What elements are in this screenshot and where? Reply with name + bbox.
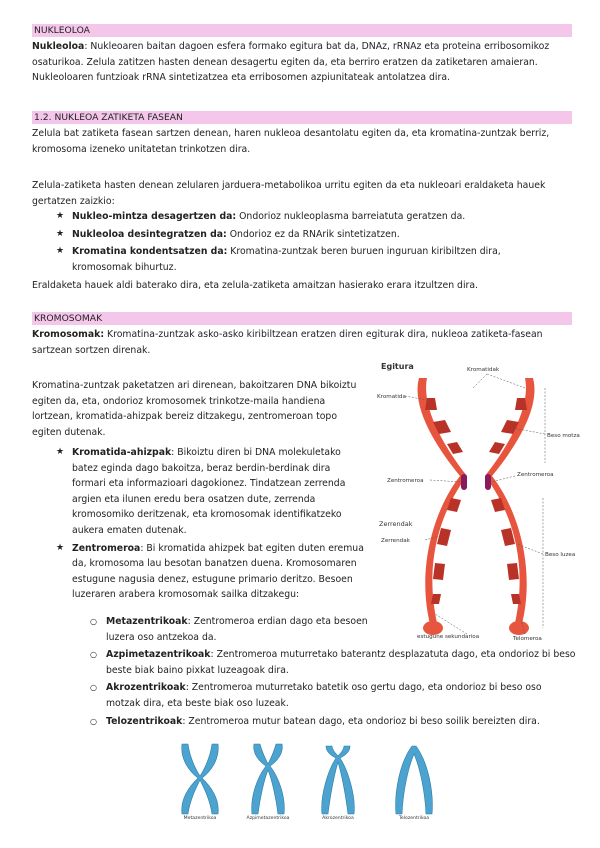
metacentric-chromosome [182,744,219,814]
zatiketa-paragraph-2: Zelula-zatiketa hasten denean zelularen jarduera-metabolikoa urritu egiten da eta nukleoari eraldaketa hauek gertatzen zaizkio: [32,180,546,207]
kromosomak-text: Kromatina-zuntzak asko-asko kiribiltzean eratzen diren egiturak dira, nukleoa zatiketa-fasean sartzean sortzen direnak. [32,329,543,356]
list-item-term: Kromatina kondentsatzen da: [72,246,228,258]
nukleoloa-text: : Nukleoaren baitan dagoen esfera formako egitura bat da, DNAz, rRNAz eta proteina erribosomikoz osaturikoa. Zelula zatitzen hasten denean desagertu egiten da, eta berriro eratzen da zatiketaren amaieran. Nukleoloaren funtzioak rRNA sintetizatzea eta erribosomen azpiunitateak antolatzea dira. [32,41,550,84]
list-item [56,209,556,225]
chromosome-illustration [418,378,535,635]
label-kromatida: Kromatida [377,394,406,400]
zatiketa-paragraph-3: Eraldaketa hauek aldi baterako dira, eta zelula-zatiketa amaitzan hasierako erara itzultzen dira. [32,280,479,291]
kromosoma-parts-list [56,445,366,603]
caption-metazentrikoa: Metazentrikoa [183,816,217,821]
list-item [90,647,576,678]
list-item-term: Zentromeroa [72,542,141,554]
label-zerrendak-b: Zerrendak [381,538,410,544]
acrocentric-chromosome [322,746,355,814]
list-item-text: : Bi kromatida ahizpek bat egiten duten eremua da, kromosoma lau besotan banatzen duena. Kromosomaren estugune nagusia denez, estugune primario deritzo. Besoen luzeraren arabera kromosomak sailka ditzakegu: [72,542,364,601]
chromosome-structure-figure [375,358,580,648]
zatiketa-paragraph-1: Zelula bat zatiketa fasean sartzen denean, haren nukleoa desantolatu egiten da, eta kromatina-zuntzak berriz, kromosoma izeneko unitatetan trinkotzen dira. [32,128,550,155]
list-item-term: Nukleoloa desintegratzen da: [72,228,227,240]
section-header-zatiketa: 1.2. NUKLEOA ZATIKETA FASEAN [32,111,572,124]
label-beso-luzea: Beso luzea [545,552,576,558]
label-zerrendak-a: Zerrendak [379,520,413,528]
caption-akrozentrikoa: Akrozentrikoa [322,816,354,821]
kromatina-paragraph: Kromatina-zuntzak paketatzen ari direnean, bakoitzaren DNA bikoiztu egiten da, eta, ondorioz kromosomek trinkotze-maila handiena lortzean, kromatida-ahizpak bereiz ditzakegu, zentromeroan topo egiten dutenak. [32,380,357,438]
label-kromatidak: Kromatidak [467,367,500,373]
telocentric-chromosome [396,746,433,814]
label-estugune: estugune sekundarioa [417,634,480,640]
eraldaketa-list [56,209,556,275]
list-item-text: Kromatina-zuntzak beren buruen inguruan kiribiltzen dira, kromosomak bihurtuz. [72,246,501,273]
list-item [56,227,556,243]
list-item-term: Metazentrikoak [106,616,188,627]
list-item [90,680,576,711]
list-item-term: Azpimetazentrikoak [106,649,211,661]
list-item [56,244,556,275]
list-item-text: : Zentromeroa muturretako baterantz desplazatuta dago, eta ondorioz bi beso beste biak baino pixkat luzeagoak dira. [106,649,576,676]
caption-azpimetazentrikoa: Azpimetazentrikoa [246,816,290,821]
list-item [56,445,366,539]
chromosome-types-figure [160,740,460,820]
list-item-text: : Bikoiztu diren bi DNA molekuletako batez eginda dago bakoitza, beraz berdin-berdinak dira formari eta informazioari dagokionez. Tindatzean zerrenda argien eta ilunen eredu bera osatzen dute, zerrenda kromosomiko deritzenak, eta kromosomak identifikatzeko aukera ematen dutenak. [72,447,346,536]
list-item-term: Akrozentrikoak [106,682,186,694]
list-item-term: Nukleo-mintza desagertzen da: [72,211,237,222]
caption-telozentrikoa: Telozentrikoa [398,816,430,821]
label-telomeroa: Telomeroa [513,636,542,642]
kromosomak-paragraph [32,327,572,358]
list-item-text: Ondorioz nukleoplasma barreiatuta geratzen da. [236,211,466,222]
list-item [90,614,386,645]
list-item-term: Telozentrikoak [106,715,183,727]
label-zentromeroa-left: Zentromeroa [387,478,424,484]
submetacentric-chromosome [252,744,285,814]
list-item-term: Kromatida-ahizpak [72,447,172,458]
list-item [90,714,576,730]
section-header-nukleoloa: NUKLEOLOA [32,24,572,37]
figure-title: Egitura [381,362,414,371]
list-item [56,541,366,603]
label-beso-motza: Beso motza [547,433,580,439]
label-zentromeroa-right: Zentromeroa [517,472,554,478]
section-header-kromosomak: KROMOSOMAK [32,312,572,325]
list-item-text: : Zentromeroa erdian dago eta besoen luzera oso antzekoa da. [106,616,368,643]
kromosomak-term: Kromosomak: [32,329,105,340]
nukleoloa-term: Nukleoloa [32,41,85,52]
list-item-text: : Zentromeroa mutur batean dago, eta ondorioz bi beso soilik bereizten dira. [182,715,540,727]
list-item-text: : Zentromeroa muturretako batetik oso gertu dago, eta ondorioz bi beso oso motzak dira, eta beste biak oso luzeak. [106,682,542,709]
nukleoloa-paragraph [32,39,572,86]
list-item-text: Ondorioz ez da RNArik sintetizatzen. [226,228,400,240]
